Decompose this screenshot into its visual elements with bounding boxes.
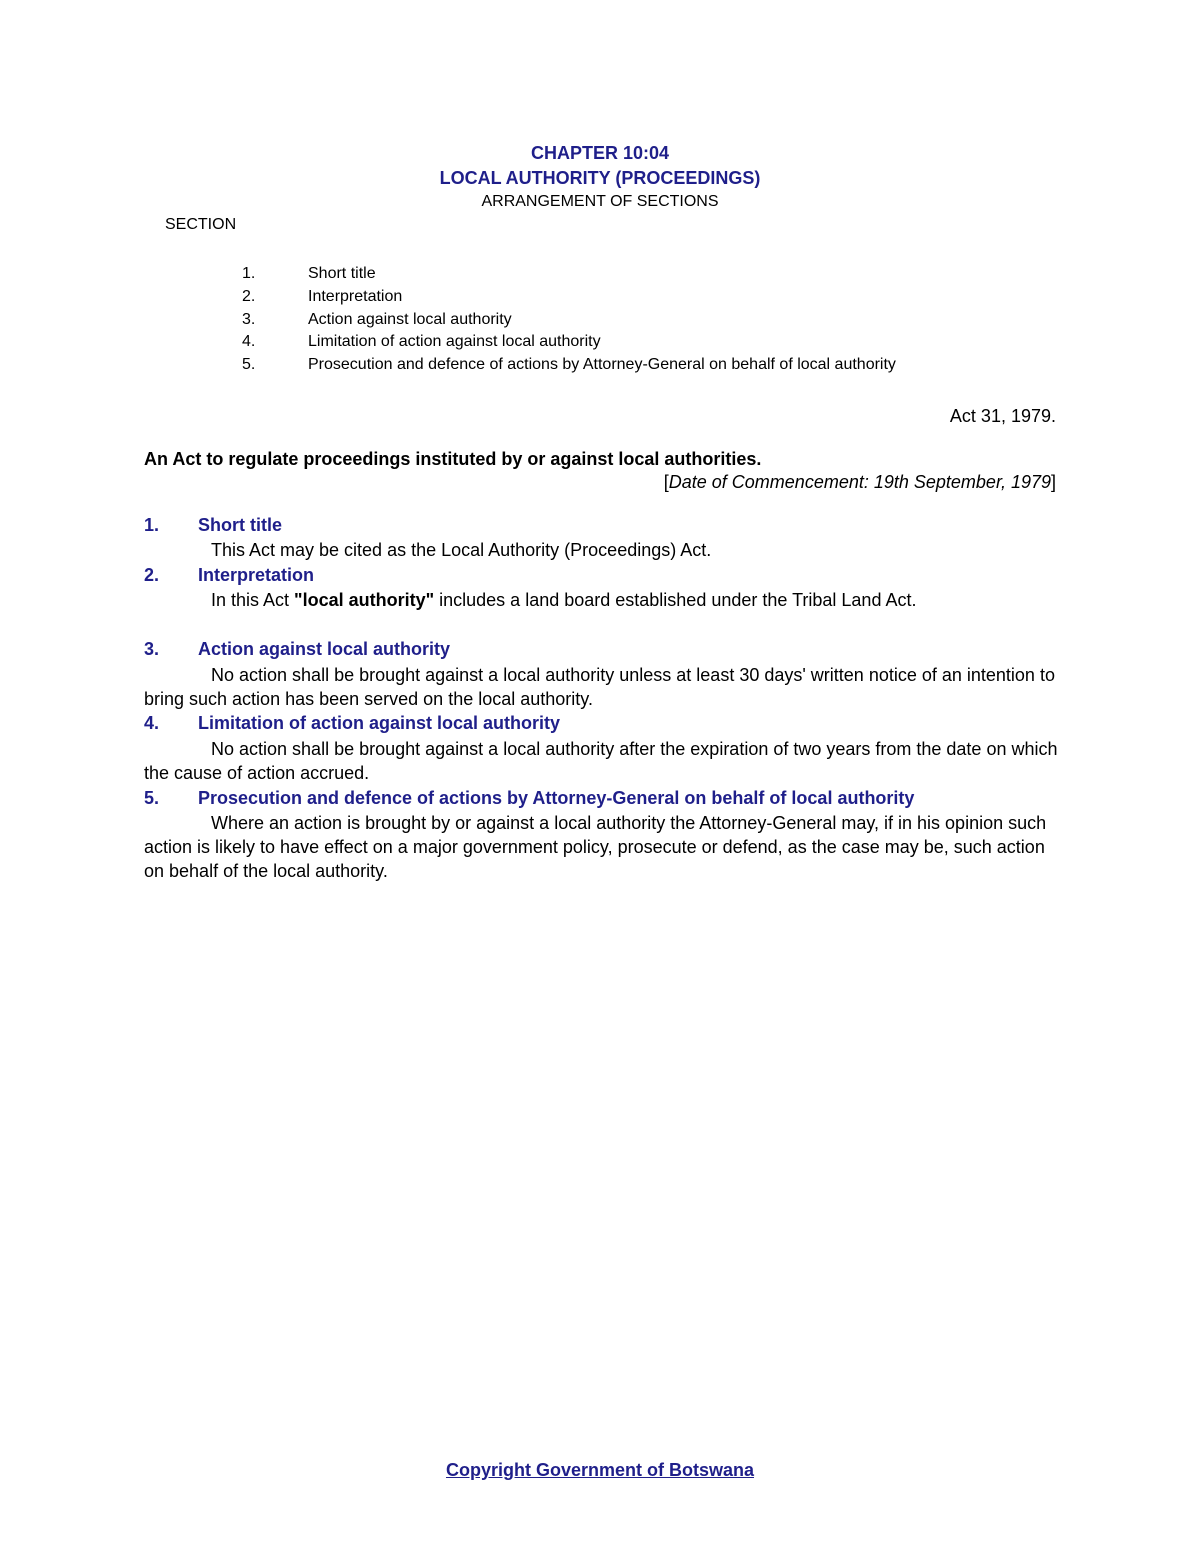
long-title: An Act to regulate proceedings instituted by or against local authorities.	[144, 449, 762, 469]
section-title: Interpretation	[198, 565, 315, 585]
body-text: In this Act	[211, 590, 295, 610]
body-text: includes a land board established under the Tribal Land Act.	[434, 590, 917, 610]
commencement-text: Date of Commencement: 19th September, 1979	[668, 472, 1051, 492]
section-number: 4.	[144, 713, 160, 733]
section-column-label: SECTION	[165, 216, 237, 233]
toc-title: Short title	[308, 265, 376, 282]
section-body: No action shall be brought against a local authority after the expiration of two years from the date on which the cause of action accrued.	[144, 739, 1058, 783]
bracket-close: ]	[1050, 472, 1056, 492]
section-title: Short title	[198, 515, 282, 535]
section-number: 1.	[144, 515, 160, 535]
section-number: 5.	[144, 788, 160, 808]
section-number: 2.	[144, 565, 160, 585]
section-title: Action against local authority	[198, 639, 451, 659]
toc-number: 2.	[242, 288, 256, 305]
act-number: Act 31, 1979.	[949, 406, 1056, 426]
section-number: 3.	[144, 639, 160, 659]
arrangement-heading: ARRANGEMENT OF SECTIONS	[481, 193, 719, 210]
toc-number: 5.	[242, 356, 256, 373]
toc-number: 4.	[242, 333, 256, 350]
defined-term: "local authority"	[294, 590, 435, 610]
section-body: No action shall be brought against a local authority unless at least 30 days' written notice of an intention to bring such action has been served on the local authority.	[144, 665, 1055, 709]
toc-number: 1.	[242, 265, 256, 282]
chapter-title: CHAPTER 10:04	[530, 143, 670, 163]
act-name: LOCAL AUTHORITY (PROCEEDINGS)	[439, 168, 761, 188]
commencement-date	[664, 472, 1056, 493]
section-title: Prosecution and defence of actions by Attorney-General on behalf of local authority	[198, 788, 915, 808]
toc-number: 3.	[242, 311, 256, 328]
section-body: This Act may be cited as the Local Authority (Proceedings) Act.	[211, 540, 712, 560]
section-body: Where an action is brought by or against a local authority the Attorney-General may, if in his opinion such action is likely to have effect on a major government policy, prosecute or defend, as the case may be, such action on behalf of the local authority.	[144, 813, 1047, 881]
toc-title: Limitation of action against local authority	[308, 333, 601, 350]
toc-title: Action against local authority	[308, 311, 512, 328]
toc-title: Prosecution and defence of actions by Attorney-General on behalf of local authority	[308, 356, 896, 373]
bracket-open: [	[663, 472, 669, 492]
toc-title: Interpretation	[308, 288, 403, 305]
section-body	[144, 588, 1059, 612]
section-title: Limitation of action against local authority	[198, 713, 561, 733]
copyright-link[interactable]: Copyright Government of Botswana	[445, 1460, 755, 1480]
